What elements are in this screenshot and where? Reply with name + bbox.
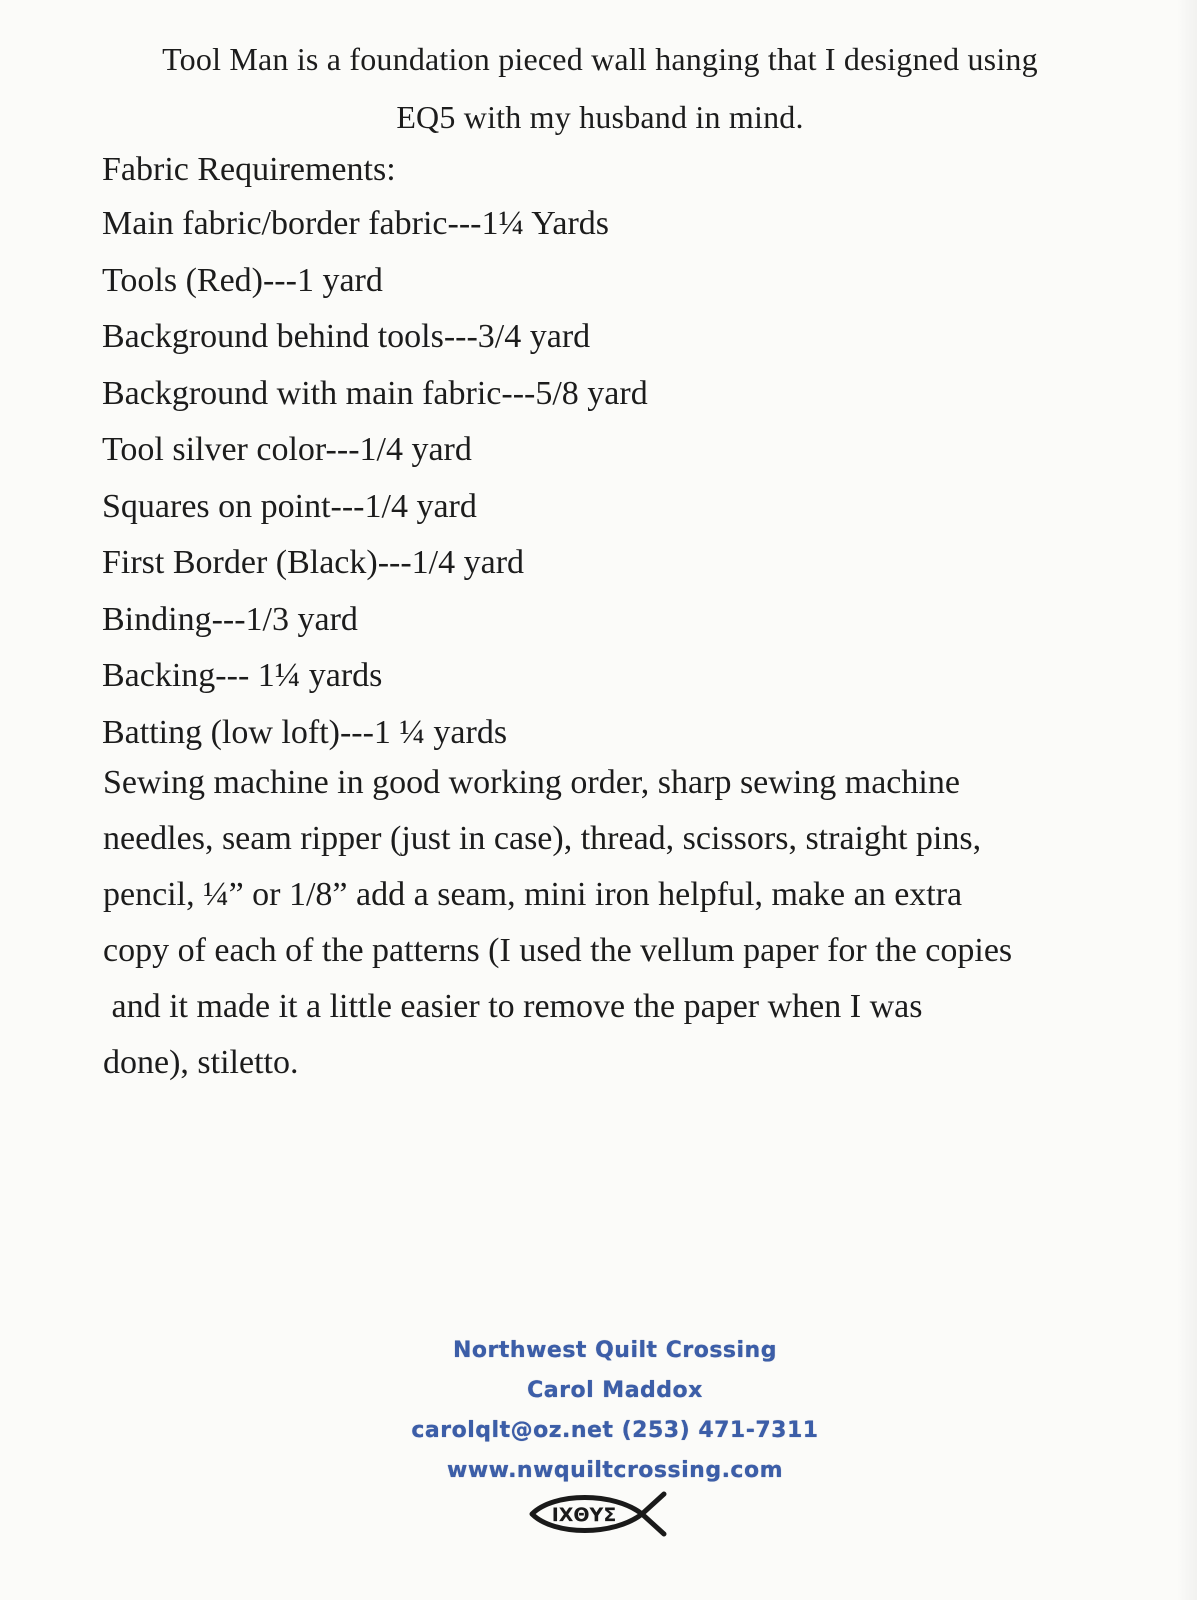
contact-info: carolqlt@oz.net (253) 471-7311 [411, 1418, 819, 1443]
fabric-requirements-heading: Fabric Requirements: [102, 151, 396, 188]
list-item: Main fabric/border fabric---1¼ Yards [102, 205, 609, 242]
logo-text: ΙΧΘΥΣ [551, 1504, 617, 1526]
intro-line-1: Tool Man is a foundation pieced wall hanging that I designed using [162, 41, 1038, 77]
intro-line-2: EQ5 with my husband in mind. [396, 99, 804, 135]
fabric-requirements-list [102, 200, 648, 765]
ichthys-fish-icon [524, 1488, 674, 1540]
supplies-line: copy of each of the patterns (I used the vellum paper for the copies [103, 932, 1013, 969]
list-item: Tool silver color---1/4 yard [102, 431, 472, 468]
list-item: Tools (Red)---1 yard [102, 261, 383, 299]
list-item: Background behind tools---3/4 yard [102, 318, 591, 355]
list-item: Squares on point---1/4 yard [102, 487, 477, 525]
supplies-line: pencil, ¼” or 1/8” add a seam, mini iron helpful, make an extra [103, 876, 963, 913]
list-item: Backing--- 1¼ yards [102, 657, 383, 694]
list-item: First Border (Black)---1/4 yard [102, 544, 525, 581]
shop-name: Northwest Quilt Crossing [453, 1338, 777, 1363]
supplies-line: Sewing machine in good working order, sharp sewing machine [103, 764, 960, 801]
owner-name: Carol Maddox [527, 1378, 703, 1403]
supplies-line: and it made it a little easier to remove the paper when I was [103, 988, 923, 1025]
intro-paragraph [100, 30, 1100, 146]
list-item: Background with main fabric---5/8 yard [102, 374, 648, 412]
scan-edge-shadow [1177, 0, 1197, 1600]
shop-footer [300, 1333, 930, 1493]
list-item: Binding---1/3 yard [102, 600, 358, 638]
website-link[interactable]: www.nwquiltcrossing.com [447, 1458, 783, 1483]
supplies-line: needles, seam ripper (just in case), thread, scissors, straight pins, [103, 820, 982, 857]
supplies-line: done), stiletto. [103, 1044, 299, 1081]
supplies-paragraph [103, 755, 1113, 1091]
list-item: Batting (low loft)---1 ¼ yards [102, 713, 508, 751]
